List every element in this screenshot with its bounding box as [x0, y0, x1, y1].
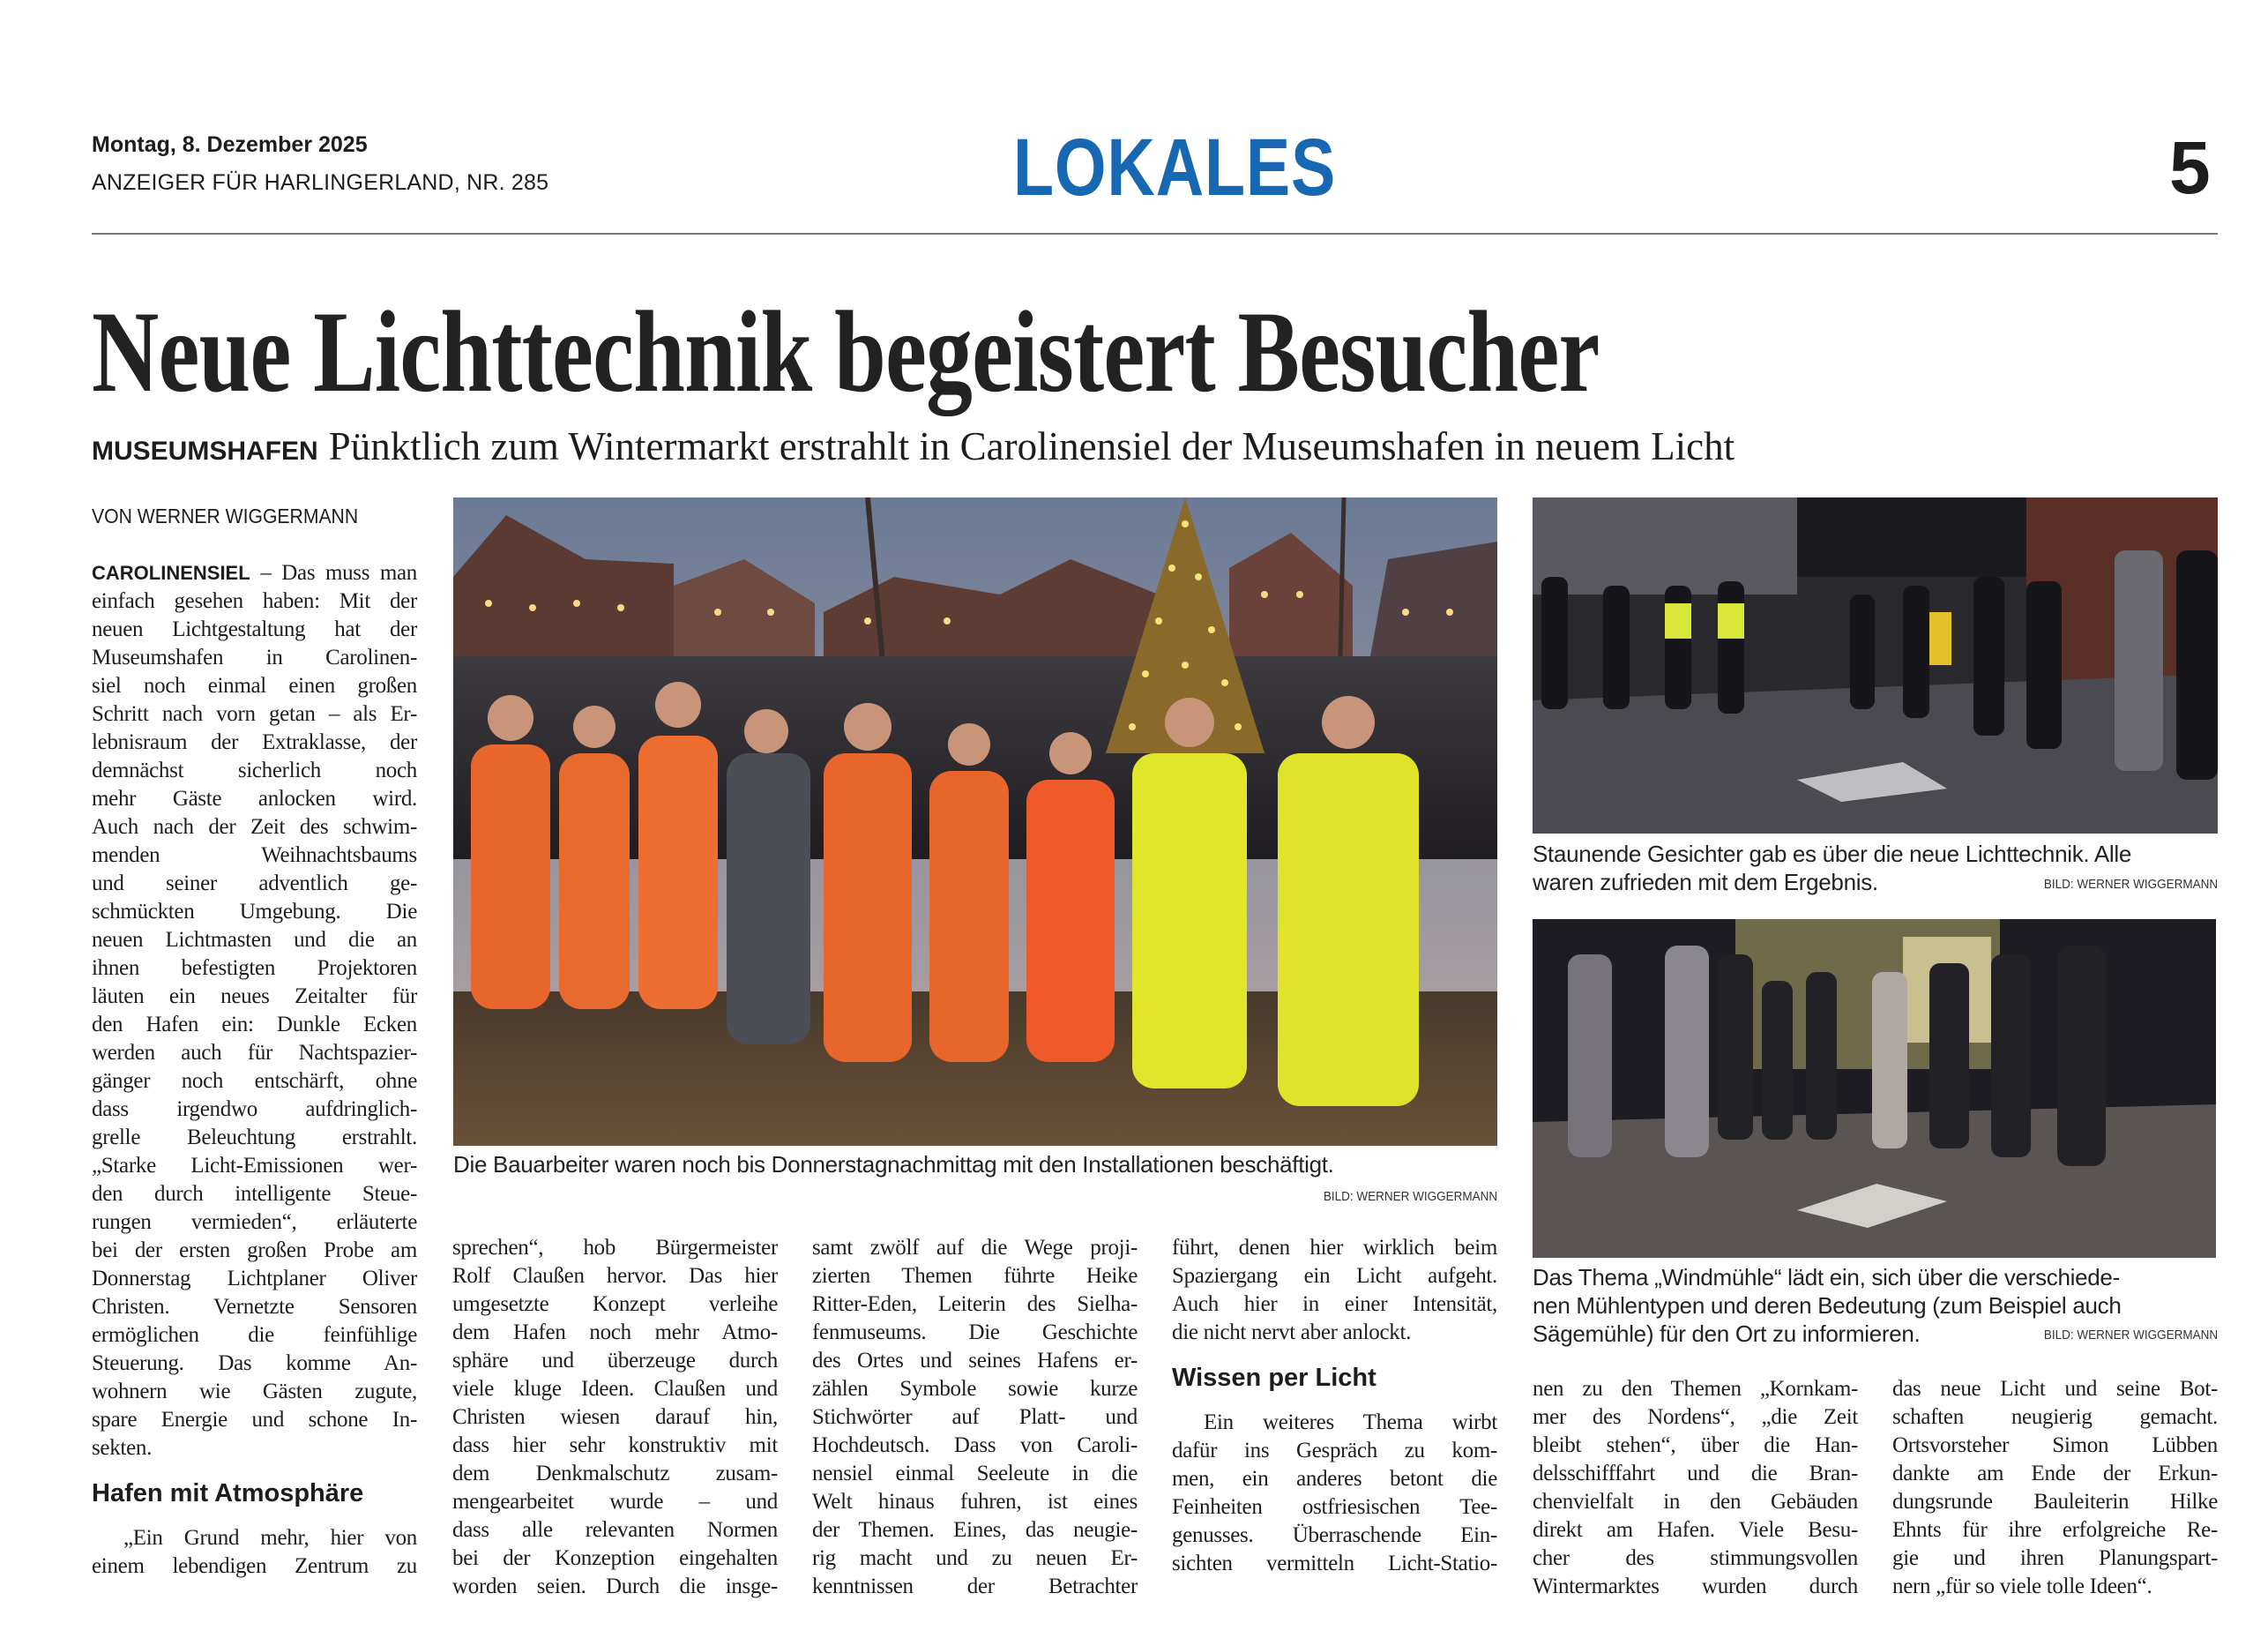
kicker-label: MUSEUMSHAFEN — [92, 437, 318, 466]
text-line: rig macht und zu neuen Er- — [812, 1546, 1138, 1570]
text-line: bei der ersten großen Probe am — [92, 1238, 417, 1262]
photo-construction-workers — [453, 497, 1497, 1146]
text-line: bleibt stehen“, über die Han- — [1533, 1433, 1858, 1457]
subheadline-text: Pünktlich zum Wintermarkt erstrahlt in Carolinensiel der Museumshafen in neuem Licht — [328, 424, 1735, 468]
article-subheadline — [92, 423, 1735, 469]
caption-line: nen Mühlentypen und deren Bedeutung (zum Beispiel auch — [1533, 1292, 2122, 1319]
text-line: gie und ihren Planungspart- — [1892, 1546, 2218, 1570]
section-title: LOKALES — [1013, 123, 1337, 213]
text-line: dafür ins Gespräch zu kom- — [1172, 1439, 1497, 1462]
text-line: Stichwörter auf Platt- und — [812, 1405, 1138, 1429]
text-line: wohnern wie Gästen zugute, — [92, 1380, 417, 1403]
article-column-1 — [92, 559, 417, 1581]
text-line: das neue Licht und seine Bot- — [1892, 1377, 2218, 1401]
text-line: zierten Themen führte Heike — [812, 1264, 1138, 1288]
text-line: „Ein Grund mehr, hier von — [123, 1526, 417, 1550]
text-line — [92, 559, 417, 587]
text-line: grelle Beleuchtung erstrahlt. — [92, 1126, 417, 1149]
caption-line: Staunende Gesichter gab es über die neue Lichttechnik. Alle — [1533, 841, 2131, 867]
photo-windmill-projection — [1533, 919, 2216, 1258]
text-line: nen zu den Themen „Kornkam- — [1533, 1377, 1858, 1401]
text-line: einfach gesehen haben: Mit der — [92, 589, 417, 613]
text-line: Ritter-Eden, Leiterin des Sielha- — [812, 1292, 1138, 1316]
text-line: mengearbeitet wurde – und — [452, 1490, 778, 1514]
main-photo-caption: Die Bauarbeiter waren noch bis Donnerstagnachmittag mit den Installationen beschäftigt. — [453, 1151, 1334, 1178]
text-line: Auch hier in einer Intensität, — [1172, 1292, 1497, 1316]
text-line: werden auch für Nachtspazier- — [92, 1041, 417, 1065]
text-line: mer des Nordens“, „die Zeit — [1533, 1405, 1858, 1429]
text-line: Rolf Claußen hervor. Das hier — [452, 1264, 778, 1288]
text-line: dass irgendwo aufdringlich- — [92, 1097, 417, 1121]
text-line: dem Denkmalschutz zusam- — [452, 1462, 778, 1485]
text-line: lebnisraum der Extraklasse, der — [92, 730, 417, 754]
header-divider — [92, 233, 2218, 235]
issue-date: Montag, 8. Dezember 2025 — [92, 132, 368, 157]
text-line: den Hafen ein: Dunkle Ecken — [92, 1013, 417, 1036]
visitors-photo-credit: BILD: WERNER WIGGERMANN — [2043, 877, 2218, 892]
text-line: Christen. Vernetzte Sensoren — [92, 1295, 417, 1319]
text-line: Welt hinaus fuhren, ist eines — [812, 1490, 1138, 1514]
text-line: dankte am Ende der Erkun- — [1892, 1462, 2218, 1485]
text-line: dass hier sehr konstruktiv mit — [452, 1433, 778, 1457]
text-line: nensiel einmal Seeleute in die — [812, 1462, 1138, 1485]
text-line: schmückten Umgebung. Die — [92, 900, 417, 924]
article-column-5 — [1533, 1375, 1858, 1601]
page-number: 5 — [2169, 126, 2211, 209]
text-line: „Starke Licht-Emissionen wer- — [92, 1154, 417, 1178]
article-column-2 — [452, 1234, 778, 1601]
text-line: neuen Lichtmasten und die an — [92, 928, 417, 952]
text-line: samt zwölf auf die Wege proji- — [812, 1236, 1138, 1260]
dateline: CAROLINENSIEL — [92, 562, 250, 584]
text-line: sichten vermitteln Licht-Statio- — [1172, 1552, 1497, 1575]
text-line: viele kluge Ideen. Claußen und — [452, 1377, 778, 1401]
text-line: dungsrunde Bauleiterin Hilke — [1892, 1490, 2218, 1514]
text-line: spare Energie und schone In- — [92, 1408, 417, 1432]
text-line: mehr Gäste anlocken wird. — [92, 787, 417, 811]
text-line: schaften neugierig gemacht. — [1892, 1405, 2218, 1429]
text-line: läuten ein neues Zeitalter für — [92, 984, 417, 1008]
text-line: sekten. — [92, 1436, 153, 1460]
text-line: Spaziergang ein Licht aufgeht. — [1172, 1264, 1497, 1288]
text-line: bei der Konzeption eingehalten — [452, 1546, 778, 1570]
text-line: men, ein anderes betont die — [1172, 1467, 1497, 1491]
text-line: rungen vermieden“, erläuterte — [92, 1210, 417, 1234]
caption-line: waren zufrieden mit dem Ergebnis. — [1533, 869, 1878, 895]
subheading: Hafen mit Atmosphäre — [92, 1479, 364, 1507]
text-line: sprechen“, hob Bürgermeister — [452, 1236, 778, 1260]
article-column-4 — [1172, 1234, 1497, 1578]
text-line: einem lebendigen Zentrum zu — [92, 1554, 417, 1578]
main-photo-credit: BILD: WERNER WIGGERMANN — [1323, 1189, 1497, 1204]
text-line: genusses. Überraschende Ein- — [1172, 1523, 1497, 1547]
text-line: kenntnissen der Betrachter — [812, 1574, 1138, 1598]
text-line: fenmuseums. Die Geschichte — [812, 1320, 1138, 1344]
text-line: Auch nach der Zeit des schwim- — [92, 815, 417, 839]
text-line: Christen wiesen darauf hin, — [452, 1405, 778, 1429]
subheading: Wissen per Licht — [1172, 1364, 1376, 1392]
text-line: zählen Symbole sowie kurze — [812, 1377, 1138, 1401]
text-line: den durch intelligente Steue- — [92, 1182, 417, 1206]
text-line: Donnerstag Lichtplaner Oliver — [92, 1267, 417, 1290]
text-line: ihnen befestigten Projektoren — [92, 956, 417, 980]
text-line: und seiner adventlich ge- — [92, 871, 417, 895]
caption-line: Sägemühle) für den Ort zu informieren. — [1533, 1320, 1921, 1347]
text-line: die nicht nervt aber anlockt. — [1172, 1320, 1412, 1344]
text-line: gänger noch entschärft, ohne — [92, 1069, 417, 1093]
text-line: der Themen. Eines, das neugie- — [812, 1518, 1138, 1542]
text-line: Steuerung. Das komme An- — [92, 1351, 417, 1375]
text-line: direkt am Hafen. Viele Besu- — [1533, 1518, 1858, 1542]
newspaper-name: ANZEIGER FÜR HARLINGERLAND, NR. 285 — [92, 170, 549, 195]
text-line: Ehnts für ihre erfolgreiche Re- — [1892, 1518, 2218, 1542]
text-line: Wintermarktes wurden durch — [1533, 1574, 1858, 1598]
text-line: demnächst sicherlich noch — [92, 759, 417, 782]
text-line: umgesetzte Konzept verleihe — [452, 1292, 778, 1316]
text-line: Schritt nach vorn getan – als Er- — [92, 702, 417, 726]
photo-visitors — [1533, 497, 2218, 834]
text-line: cher des stimmungsvollen — [1533, 1546, 1858, 1570]
article-column-3 — [812, 1234, 1138, 1601]
text-line: neuen Lichtgestaltung hat der — [92, 617, 417, 641]
text-line: dem Hafen noch mehr Atmo- — [452, 1320, 778, 1344]
text-line: chenvielfalt in den Gebäuden — [1533, 1490, 1858, 1514]
text-line: Museumshafen in Carolinen- — [92, 646, 417, 669]
text-line-content: – Das muss man — [260, 561, 417, 585]
text-line: Ein weiteres Thema wirbt — [1204, 1410, 1497, 1434]
text-line: Ortsvorsteher Simon Lübben — [1892, 1433, 2218, 1457]
text-line: des Ortes und seines Hafens er- — [812, 1349, 1138, 1372]
text-line: worden seien. Durch die insge- — [452, 1574, 778, 1598]
windmill-photo-credit: BILD: WERNER WIGGERMANN — [2043, 1328, 2218, 1343]
text-line: Feinheiten ostfriesischen Tee- — [1172, 1495, 1497, 1519]
text-line: sphäre und überzeuge durch — [452, 1349, 778, 1372]
caption-line: Das Thema „Windmühle“ lädt ein, sich über die verschiede- — [1533, 1264, 2120, 1290]
text-line: Hochdeutsch. Dass von Caroli- — [812, 1433, 1138, 1457]
article-headline: Neue Lichttechnik begeistert Besucher — [92, 287, 1600, 416]
text-line: menden Weihnachtsbaums — [92, 843, 417, 867]
text-line: dass alle relevanten Normen — [452, 1518, 778, 1542]
text-line: delsschifffahrt und die Bran- — [1533, 1462, 1858, 1485]
text-line: siel noch einmal einen großen — [92, 674, 417, 698]
text-line: nern „für so viele tolle Ideen“. — [1892, 1574, 2152, 1598]
text-line: ermöglichen die feinfühlige — [92, 1323, 417, 1347]
text-line: führt, denen hier wirklich beim — [1172, 1236, 1497, 1260]
byline: VON WERNER WIGGERMANN — [92, 505, 359, 527]
article-column-6 — [1892, 1375, 2218, 1601]
